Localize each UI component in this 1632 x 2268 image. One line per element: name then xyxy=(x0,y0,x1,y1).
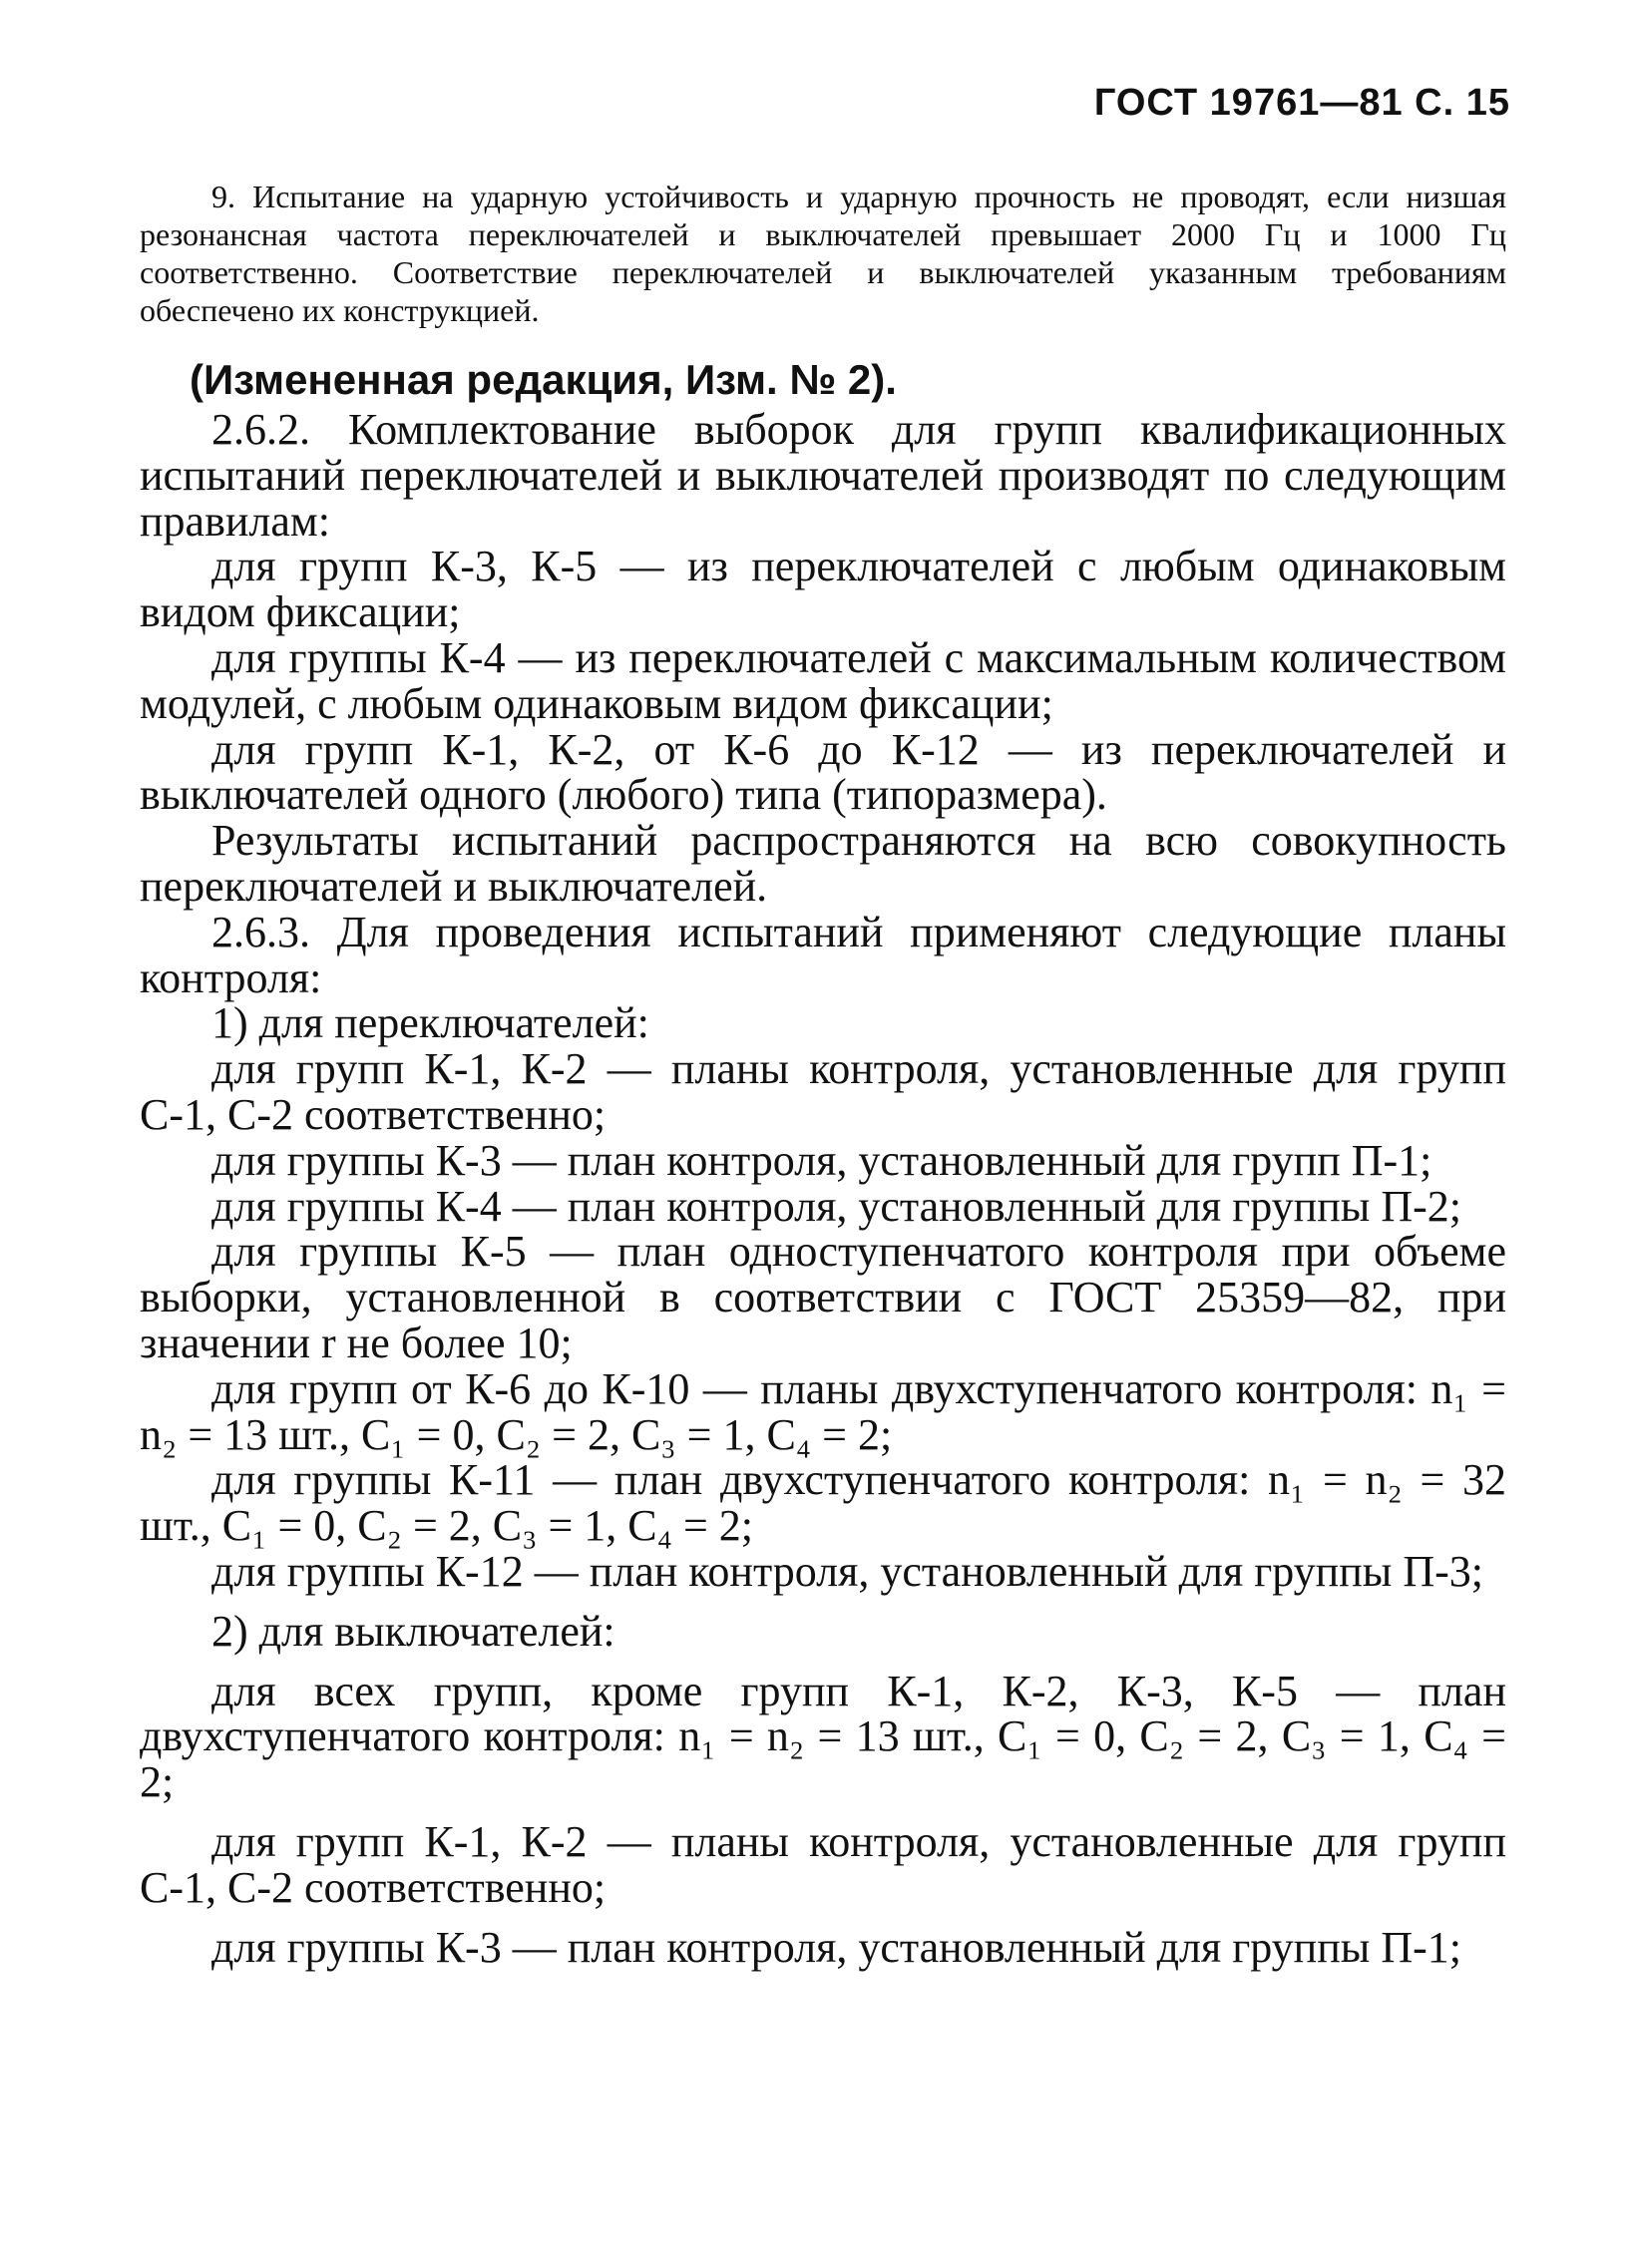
clause-2-6-2: 2.6.2. Комплектование выборок для групп квалификационных испытаний переключателей и выключателей производят по следующим правилам: xyxy=(140,405,1506,546)
note-paragraph: 9. Испытание на ударную устойчивость и ударную прочность не проводят, если низшая резонансная частота переключателей и выключателей превышает 2000 Гц и 1000 Гц соответственно. Соответствие переключателей и выключателей указанным требованиям обеспечено их конструкцией. xyxy=(140,179,1506,328)
plan-k5: для группы К-5 — план одноступенчатого контроля при объеме выборки, установленной в соответствии с ГОСТ 25359—82, при значении r не более 10; xyxy=(140,1227,1506,1367)
main-text xyxy=(140,355,1506,1970)
rule-k1-k12: для групп К-1, К-2, от К-6 до К-12 — из переключателей и выключателей одного (любого) типа (типоразмера). xyxy=(140,724,1506,820)
plan-k3: для группы К-3 — план контроля, установленный для групп П-1; xyxy=(211,1135,1432,1185)
amendment-note: (Измененная редакция, Изм. № 2). xyxy=(190,356,897,403)
plan-k1-k2: для групп К-1, К-2 — планы контроля, установленные для групп С-1, С-2 соответственно; xyxy=(140,1044,1506,1139)
clause-2-6-3: 2.6.3. Для проведения испытаний применяют следующие планы контроля: xyxy=(140,907,1506,1002)
plan-k4: для группы К-4 — план контроля, установленный для группы П-2; xyxy=(211,1181,1461,1231)
list-item-switches: 1) для переключателей: xyxy=(211,998,649,1048)
plan-k6-k10: для групп от К-6 до К-10 — планы двухступенчатого контроля: n₁ = n₂ = 13 шт., C₁ = 0, C₂ = 2, C₃ = 1, C₄ = 2; xyxy=(140,1363,1506,1459)
rule-k4: для группы К-4 — из переключателей с максимальным количеством модулей, с любым одинаковым видом фиксации; xyxy=(140,632,1506,728)
plan-k11: для группы К-11 — план двухступенчатого контроля: n₁ = n₂ = 32 шт., C₁ = 0, C₂ = 2, C₃ = 1, C₄ = 2; xyxy=(140,1455,1506,1551)
rule-k3-k5: для групп К-3, К-5 — из переключателей с любым одинаковым видом фиксации; xyxy=(140,542,1506,637)
note-block xyxy=(140,178,1506,329)
plan-all-groups: для всех групп, кроме групп К-1, К-2, К-3, К-5 — план двухступенчатого контроля: n₁ = n₂ = 13 шт., C₁ = 0, C₂ = 2, C₃ = 1, C₄ = 2; xyxy=(140,1666,1506,1807)
plan-breakers-k3: для группы К-3 — план контроля, установленный для группы П-1; xyxy=(211,1922,1461,1972)
results-scope: Результаты испытаний распространяются на всю совокупность переключателей и выключателей. xyxy=(140,816,1506,911)
plan-breakers-k1-k2: для групп К-1, К-2 — планы контроля, установленные для групп С-1, С-2 соответственно; xyxy=(140,1816,1506,1912)
running-header: ГОСТ 19761—81 С. 15 xyxy=(1093,82,1510,124)
plan-k12: для группы К-12 — план контроля, установленный для группы П-3; xyxy=(211,1546,1483,1596)
list-item-breakers: 2) для выключателей: xyxy=(211,1606,615,1656)
